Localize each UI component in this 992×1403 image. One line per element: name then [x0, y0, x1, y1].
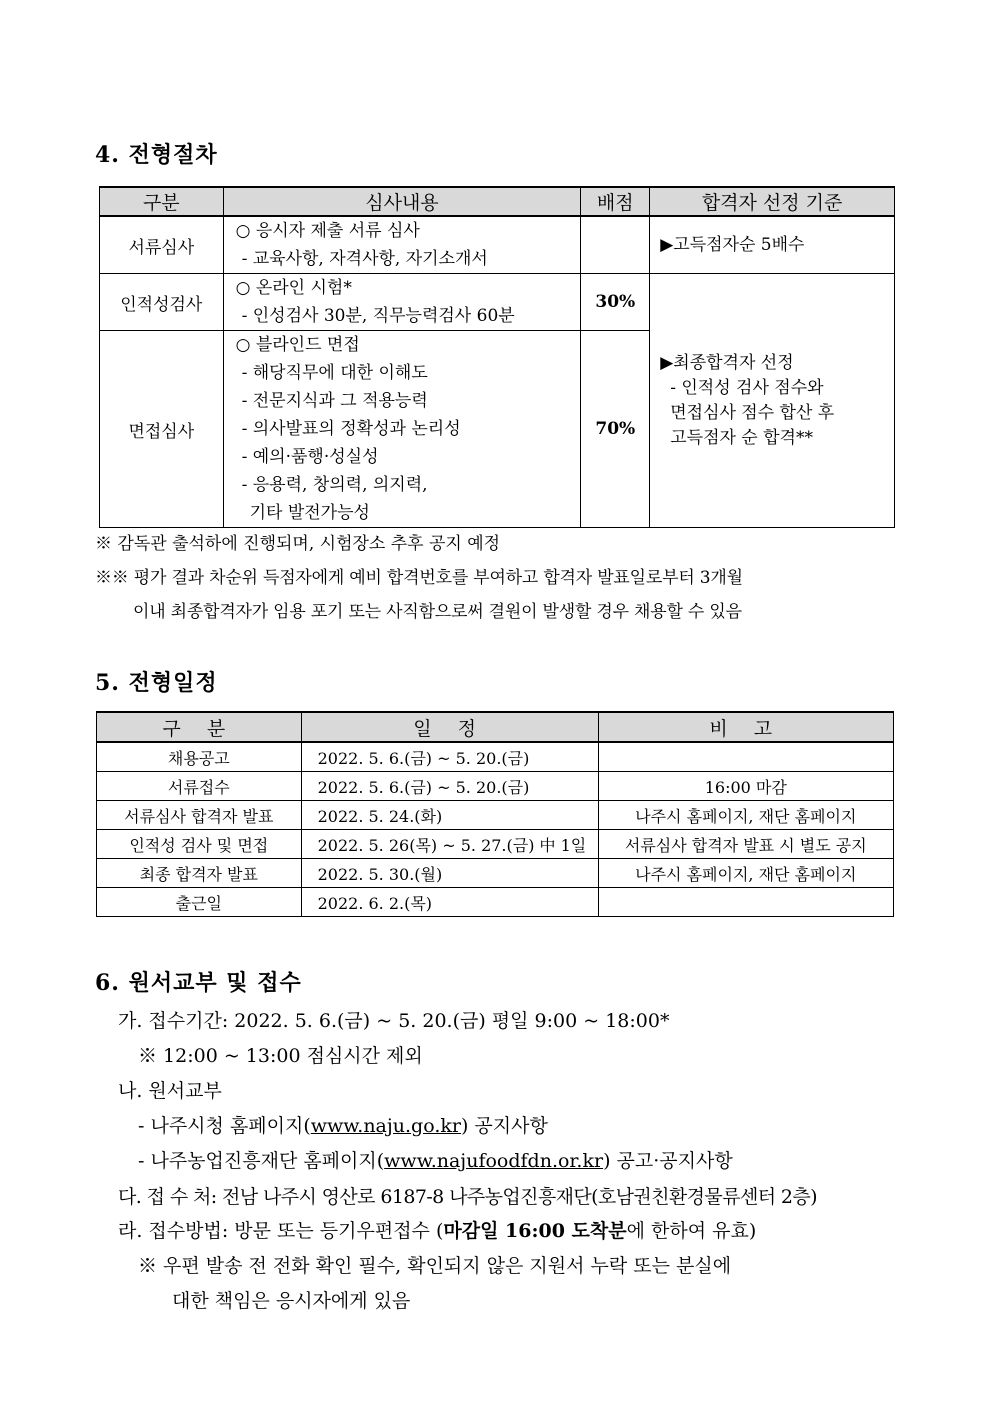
submission-place: 다. 접 수 처: 전남 나주시 영산로 6187-8 나주농업진흥재단(호남권친환경물류센터 2층) — [118, 1186, 817, 1208]
row-content — [223, 274, 581, 331]
section-4-heading: 4. 전형절차 — [95, 142, 218, 168]
stage-cell: 출근일 — [97, 888, 302, 917]
content-line: ○ 블라인드 면접 — [235, 335, 360, 355]
mail-note-cont: 대한 책임은 응시자에게 있음 — [172, 1290, 411, 1312]
stage-cell: 인적성 검사 및 면접 — [97, 830, 302, 859]
note-cell: 서류심사 합격자 발표 시 별도 공지 — [598, 830, 893, 859]
table-row — [97, 742, 894, 772]
criteria-line: - 인적성 검사 점수와 — [670, 377, 824, 398]
table-row — [97, 801, 894, 830]
section-6-heading: 6. 원서교부 및 접수 — [95, 970, 302, 996]
content-line: - 교육사항, 자격사항, 자기소개서 — [241, 249, 488, 269]
header-note: 비 고 — [598, 712, 893, 742]
naju-homepage-link[interactable]: www.naju.go.kr — [310, 1115, 461, 1137]
stage-cell: 서류접수 — [97, 772, 302, 801]
content-line: - 인성검사 30분, 직무능력검사 60분 — [241, 306, 515, 326]
header-date: 일 정 — [301, 712, 598, 742]
table-header-row — [97, 712, 894, 742]
table-header-row — [100, 187, 895, 216]
header-category: 구분 — [100, 187, 224, 216]
note-cell: 16:00 마감 — [598, 772, 893, 801]
note-2: ※※ 평가 결과 차순위 득점자에게 예비 합격번호를 부여하고 합격자 발표일로부터 3개월 — [95, 568, 743, 588]
distribution-foundation — [138, 1146, 733, 1173]
text: 에 한하여 유효) — [626, 1220, 757, 1242]
row-score: 70% — [581, 331, 650, 528]
content-line: - 응용력, 창의력, 의지력, — [241, 475, 428, 495]
content-line: - 의사발표의 정확성과 논리성 — [241, 419, 461, 439]
table-row — [100, 216, 895, 274]
row-content — [223, 216, 581, 274]
distribution-heading: 나. 원서교부 — [118, 1080, 222, 1102]
date-cell: 2022. 5. 6.(금) ~ 5. 20.(금) — [301, 742, 598, 772]
text: ) 공고·공지사항 — [603, 1150, 733, 1172]
row-name: 서류심사 — [100, 216, 224, 274]
date-cell: 2022. 5. 6.(금) ~ 5. 20.(금) — [301, 772, 598, 801]
content-line: - 예의·품행·성실성 — [241, 447, 379, 467]
row-score — [581, 216, 650, 274]
criteria-line: ▶최종합격자 선정 — [660, 352, 794, 373]
mail-note: ※ 우편 발송 전 전화 확인 필수, 확인되지 않은 지원서 누락 또는 분실에 — [138, 1255, 732, 1277]
application-period: 가. 접수기간: 2022. 5. 6.(금) ~ 5. 20.(금) 평일 9:00 ~ 18:00* — [118, 1010, 670, 1032]
content-line: ○ 온라인 시험* — [235, 278, 352, 298]
foundation-homepage-link[interactable]: www.najufoodfdn.or.kr — [384, 1150, 604, 1172]
submission-method — [118, 1216, 756, 1243]
section-5-heading: 5. 전형일정 — [95, 670, 218, 696]
final-criteria — [650, 274, 895, 528]
row-criteria — [650, 216, 895, 274]
note-cell: 나주시 홈페이지, 재단 홈페이지 — [598, 859, 893, 888]
note-1: ※ 감독관 출석하에 진행되며, 시험장소 추후 공지 예정 — [95, 534, 501, 554]
header-criteria: 합격자 선정 기준 — [650, 187, 895, 216]
lunch-note: ※ 12:00 ~ 13:00 점심시간 제외 — [138, 1045, 423, 1067]
note-cell — [598, 742, 893, 772]
date-cell: 2022. 5. 24.(화) — [301, 801, 598, 830]
date-cell: 2022. 5. 30.(월) — [301, 859, 598, 888]
text: - 나주시청 홈페이지( — [138, 1115, 311, 1137]
criteria-line: ▶고득점자순 5배수 — [660, 234, 805, 255]
table-row — [97, 772, 894, 801]
note-cell: 나주시 홈페이지, 재단 홈페이지 — [598, 801, 893, 830]
schedule-table — [96, 711, 894, 917]
criteria-line: 면접심사 점수 합산 후 — [670, 402, 835, 423]
header-stage: 구 분 — [97, 712, 302, 742]
deadline-bold: 마감일 16:00 도착분 — [443, 1220, 627, 1242]
date-cell: 2022. 6. 2.(목) — [301, 888, 598, 917]
row-name: 인적성검사 — [100, 274, 224, 331]
criteria-line: 고득점자 순 합격** — [670, 427, 813, 448]
distribution-naju — [138, 1111, 548, 1138]
header-score: 배점 — [581, 187, 650, 216]
row-content — [223, 331, 581, 528]
table-row — [100, 274, 895, 331]
selection-procedure-table — [99, 186, 895, 528]
note-cell — [598, 888, 893, 917]
content-line: - 해당직무에 대한 이해도 — [241, 363, 428, 383]
table-row — [97, 859, 894, 888]
note-2-cont: 이내 최종합격자가 임용 포기 또는 사직함으로써 결원이 발생할 경우 채용할 수 있음 — [133, 602, 742, 622]
text: ) 공지사항 — [460, 1115, 548, 1137]
content-line: - 전문지식과 그 적용능력 — [241, 391, 428, 411]
header-content: 심사내용 — [223, 187, 581, 216]
stage-cell: 서류심사 합격자 발표 — [97, 801, 302, 830]
stage-cell: 최종 합격자 발표 — [97, 859, 302, 888]
table-row — [97, 830, 894, 859]
table-row — [97, 888, 894, 917]
text: 라. 접수방법: 방문 또는 등기우편접수 ( — [118, 1220, 444, 1242]
stage-cell: 채용공고 — [97, 742, 302, 772]
row-score: 30% — [581, 274, 650, 331]
content-line: 기타 발전가능성 — [249, 503, 370, 523]
row-name: 면접심사 — [100, 331, 224, 528]
date-cell: 2022. 5. 26(목) ~ 5. 27.(금) 中 1일 — [301, 830, 598, 859]
text: - 나주농업진흥재단 홈페이지( — [138, 1150, 385, 1172]
content-line: ○ 응시자 제출 서류 심사 — [235, 221, 420, 241]
